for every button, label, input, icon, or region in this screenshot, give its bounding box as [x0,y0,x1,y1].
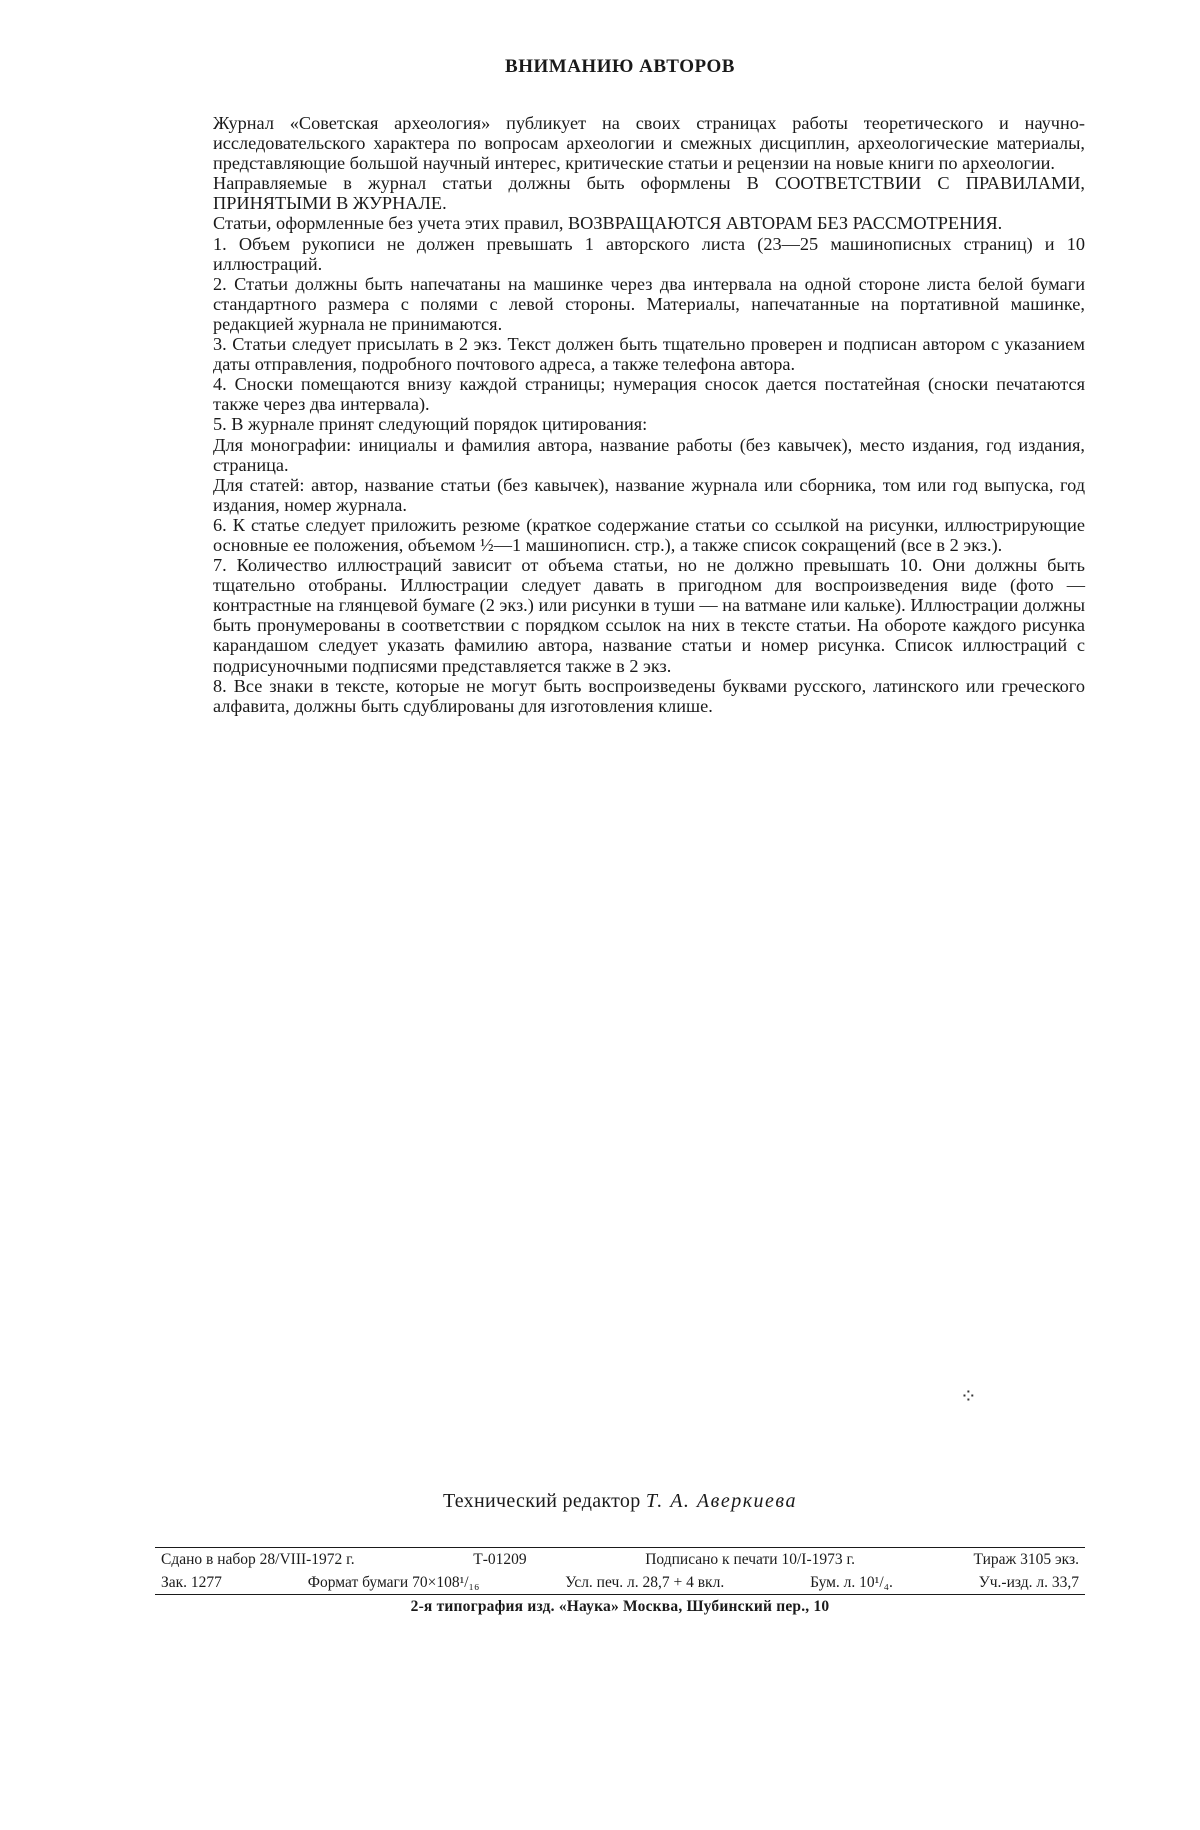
paragraph-intro: Журнал «Советская археология» публикует на своих страницах работы теоретического и научно-исследовательского характера по вопросам археологии и смежных дисциплин, археологические материалы, представляющие большой научный интерес, критические статьи и рецензии на новые книги по археологии. [213,113,1085,174]
rule-7-illustrations: 7. Количество иллюстраций зависит от объема статьи, но не должно превышать 10. Они должны быть тщательно отобраны. Иллюстрации следует давать в пригодном для воспроизведения виде (фото — контрастные на глянцевой бумаге (2 экз.) или рисунки в туши — на ватмане или кальке). Иллюстрации должны быть пронумерованы в соответствии с порядком ссылок на них в тексте статьи. На обороте каждого рисунка карандашом следует указать фамилию автора, название статьи и номер рисунка. Список иллюстраций с подрисуночными подписями представляется также в 2 экз. [213,555,1085,676]
imprint-paper-format: Формат бумаги 70×108¹/₁₆ [307,1574,480,1591]
imprint-bottom-rule [155,1594,1085,1595]
imprint-line-1 [155,1548,1085,1571]
technical-editor [155,1490,1085,1513]
rule-5-articles: Для статей: автор, название статьи (без кавычек), название журнала или сборника, том или год выпуска, год издания, номер журнала. [213,474,1085,515]
rule-1-volume: 1. Объем рукописи не должен превышать 1 авторского листа (23—25 машинописных страниц) и 10 иллюстраций. [213,233,1085,274]
rule-4-footnotes: 4. Сноски помещаются внизу каждой страницы; нумерация сносок дается постатейная (сноски печатаются также через два интервала). [213,374,1085,415]
imprint-typeset-date: Сдано в набор 28/VIII-1972 г. [161,1551,355,1568]
imprint-printed-sheets: Усл. печ. л. 28,7 + 4 вкл. [565,1574,725,1591]
notice-body [189,113,1085,716]
rule-6-summary: 6. К статье следует приложить резюме (краткое содержание статьи со ссылкой на рисунки, иллюстрирующие основные ее положения, объемом ½—1 машинописн. стр.), а также список сокращений (все в 2 экз.). [213,514,1085,555]
editor-name: Т. А. Аверкиева [645,1490,797,1512]
rule-2-typing: 2. Статьи должны быть напечатаны на машинке через два интервала на одной стороне листа белой бумаги стандартного размера с полями с левой стороны. Материалы, напечатанные на портативной машинке, редакцией журнала не принимаются. [213,273,1085,334]
rule-3-copies: 3. Статьи следует присылать в 2 экз. Текст должен быть тщательно проверен и подписан автором с указанием даты отправления, подробного почтового адреса, а также телефона автора. [213,334,1085,375]
paragraph-format-rules: Направляемые в журнал статьи должны быть оформлены В СООТВЕТСТВИИ С ПРАВИЛАМИ, ПРИНЯТЫМИ В ЖУРНАЛЕ. [213,173,1085,214]
imprint-block [155,1547,1085,1616]
imprint-signed-date: Подписано к печати 10/I-1973 г. [645,1551,855,1568]
document-page [155,0,1085,1830]
rule-8-symbols: 8. Все знаки в тексте, которые не могут быть воспроизведены буквами русского, латинского или греческого алфавита, должны быть сдублированы для изготовления клише. [213,675,1085,716]
imprint-code: Т-01209 [473,1551,527,1568]
paragraph-return-warning: Статьи, оформленные без учета этих правил, ВОЗВРАЩАЮТСЯ АВТОРАМ БЕЗ РАССМОТРЕНИЯ. [213,213,1003,234]
rule-5-citation: 5. В журнале принят следующий порядок цитирования: [213,414,648,435]
imprint-line-2 [155,1571,1085,1594]
imprint-publishing-sheets: Уч.-изд. л. 33,7 [978,1574,1079,1591]
page-title: ВНИМАНИЮ АВТОРОВ [505,56,735,77]
rule-5-monograph: Для монографии: инициалы и фамилия автора, название работы (без кавычек), место издания, год издания, страница. [213,434,1085,475]
ink-mark-icon: ⁘ [960,1384,977,1408]
editor-label: Технический редактор [443,1490,641,1512]
imprint-paper-sheets: Бум. л. 10¹/₄. [810,1574,893,1591]
imprint-print-run: Тираж 3105 экз. [973,1551,1079,1568]
imprint-order-number: Зак. 1277 [161,1574,222,1591]
imprint-printer: 2-я типография изд. «Наука» Москва, Шубинский пер., 10 [410,1598,830,1615]
